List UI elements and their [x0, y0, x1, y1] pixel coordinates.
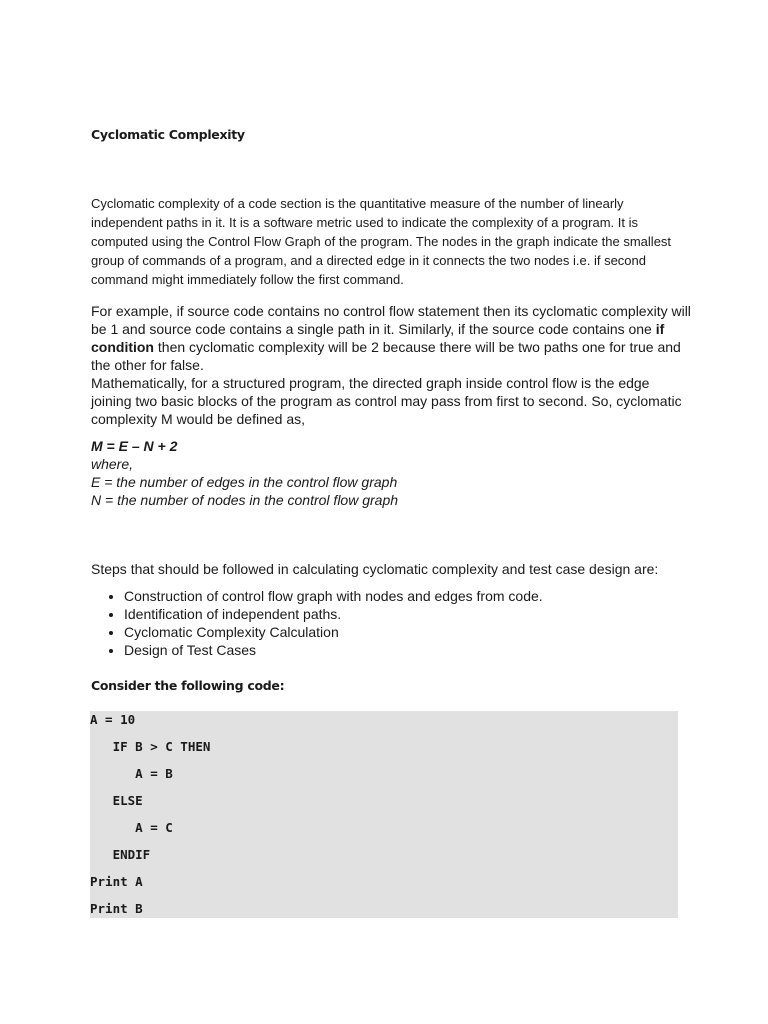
formula-n-definition: N = the number of nodes in the control flow graph — [91, 492, 399, 508]
code-line: Print A — [90, 874, 143, 889]
formula-equation: M = E – N + 2 — [91, 438, 178, 454]
steps-list-item: • Cyclomatic Complexity Calculation — [124, 623, 691, 641]
example-section — [91, 302, 691, 428]
example-text-start: For example, if source code contains no control flow statement then its cyclomatic complexity will be 1 and source code contains a single path in it. Similarly, if the source code contains one — [91, 303, 691, 337]
code-line: IF B > C THEN — [90, 739, 211, 754]
code-line: ENDIF — [90, 847, 151, 862]
code-heading: Consider the following code: — [91, 678, 285, 693]
code-line: ELSE — [90, 793, 143, 808]
if-condition-bold: if condition — [91, 321, 665, 355]
code-line: Print B — [90, 901, 143, 916]
formula-block — [91, 437, 691, 509]
code-block — [90, 711, 678, 918]
steps-list-item: • Design of Test Cases — [124, 641, 691, 659]
steps-list-item: • Construction of control flow graph with nodes and edges from code. — [124, 587, 691, 605]
steps-section — [91, 560, 691, 659]
example-paragraph — [91, 302, 691, 374]
formula-where: where, — [91, 456, 134, 472]
steps-intro: Steps that should be followed in calculating cyclomatic complexity and test case design are: — [91, 561, 659, 577]
code-line: A = C — [90, 820, 173, 835]
document-title: Cyclomatic Complexity — [91, 127, 245, 142]
example-text-end: then cyclomatic complexity will be 2 because there will be two paths one for true and the other for false. — [91, 339, 681, 373]
intro-paragraph: Cyclomatic complexity of a code section is the quantitative measure of the number of linearly independent paths in it. It is a software metric used to indicate the complexity of a program. It is computed using the Control Flow Graph of the program. The nodes in the graph indicate the smallest group of commands of a program, and a directed edge in it connects the two nodes i.e. if second command might immediately follow the first command. — [91, 196, 672, 287]
formula-e-definition: E = the number of edges in the control flow graph — [91, 474, 398, 490]
code-line: A = B — [90, 766, 173, 781]
code-line: A = 10 — [90, 712, 136, 727]
steps-list-item: • Identification of independent paths. — [124, 605, 691, 623]
math-paragraph: Mathematically, for a structured program, the directed graph inside control flow is the edge joining two basic blocks of the program as control may pass from first to second. So, cyclomatic complexity M would be defined as, — [91, 375, 682, 427]
steps-list — [91, 587, 691, 659]
